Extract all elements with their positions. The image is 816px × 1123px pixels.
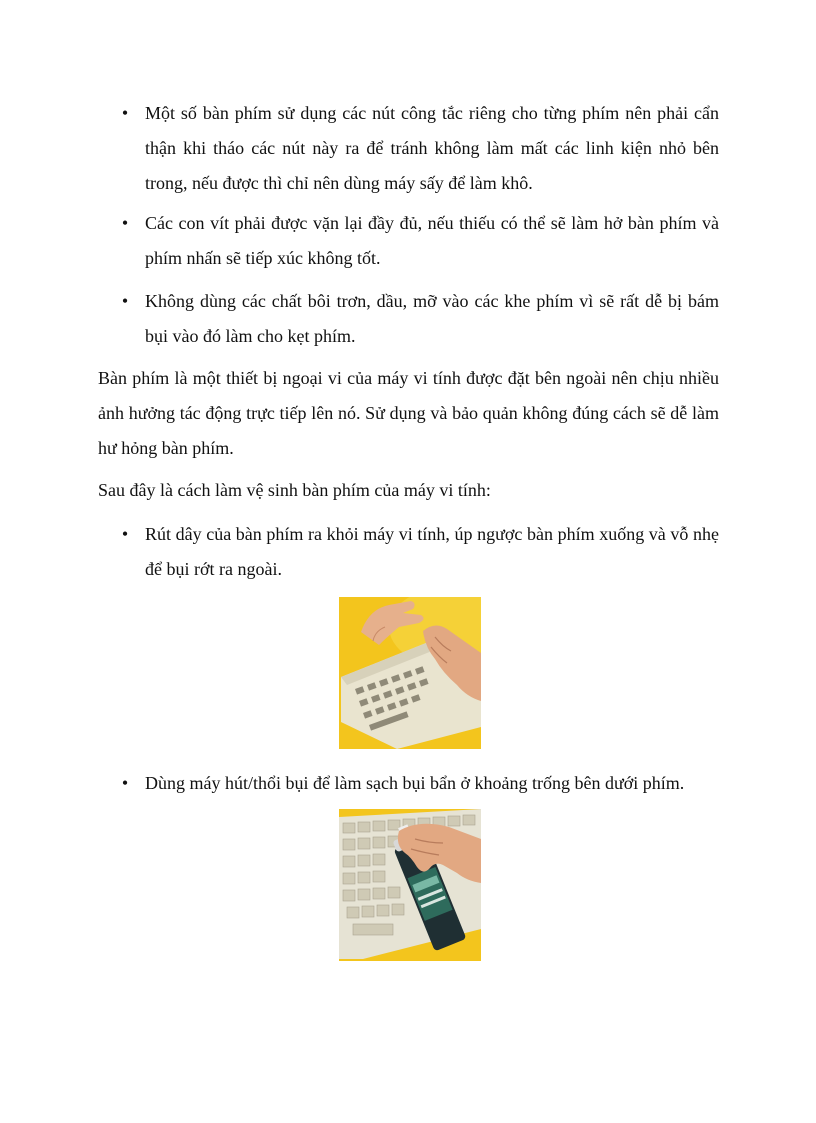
paragraph: Bàn phím là một thiết bị ngoại vi của máy vi tính được đặt bên ngoài nên chịu nhiều ảnh hưởng tác động trực tiếp lên nó. Sử dụng và bảo quản không đúng cách sẽ dễ làm hư hỏng bàn phím. [98, 368, 719, 458]
paragraph: Sau đây là cách làm vệ sinh bàn phím của máy vi tính: [98, 480, 491, 500]
bullet-icon: • [121, 524, 129, 544]
list-item [121, 766, 719, 801]
bullet-icon: • [121, 213, 129, 233]
list-item-text: Rút dây của bàn phím ra khỏi máy vi tính, úp ngược bàn phím xuống và vỗ nhẹ để bụi rớt ra ngoài. [145, 524, 719, 579]
list-item-text: Một số bàn phím sử dụng các nút công tắc riêng cho từng phím nên phải cẩn thận khi tháo các nút này ra để tránh không làm mất các linh kiện nhỏ bên trong, nếu được thì chỉ nên dùng máy sấy để làm khô. [145, 103, 719, 193]
bullet-icon: • [121, 291, 129, 311]
bullet-icon: • [121, 773, 129, 793]
list-item [121, 284, 719, 354]
list-item-text: Các con vít phải được vặn lại đầy đủ, nếu thiếu có thể sẽ làm hở bàn phím và phím nhấn sẽ tiếp xúc không tốt. [145, 213, 719, 268]
list-item [121, 517, 719, 587]
list-item [121, 206, 719, 276]
list-item-text: Không dùng các chất bôi trơn, dầu, mỡ vào các khe phím vì sẽ rất dễ bị bám bụi vào đó làm cho kẹt phím. [145, 291, 719, 346]
list-item [121, 96, 719, 201]
keyboard-flip-photo [339, 597, 481, 749]
bullet-icon: • [121, 103, 129, 123]
compressed-air-photo [339, 809, 481, 961]
list-item-text: Dùng máy hút/thổi bụi để làm sạch bụi bẩn ở khoảng trống bên dưới phím. [145, 773, 685, 793]
